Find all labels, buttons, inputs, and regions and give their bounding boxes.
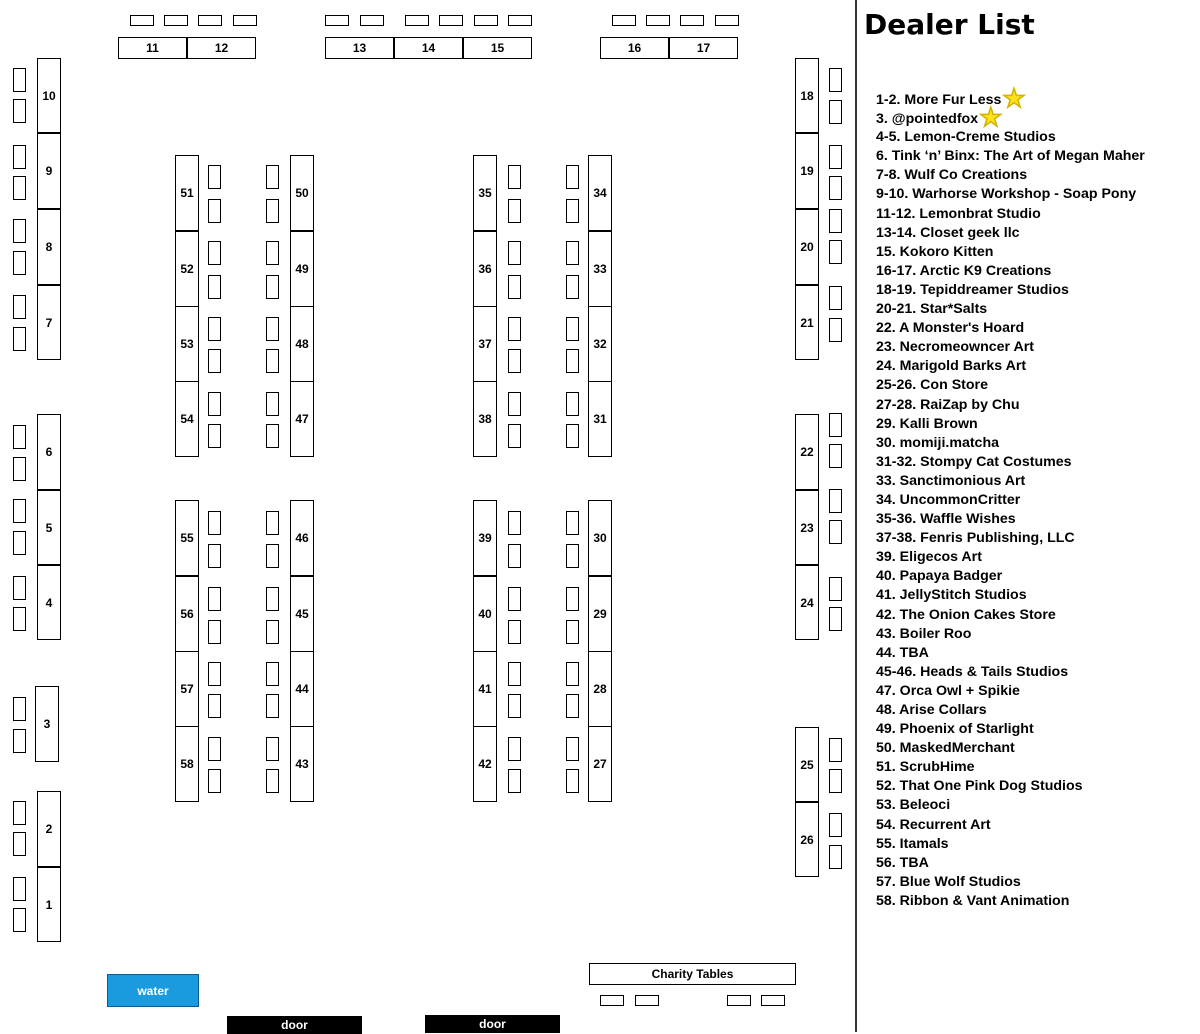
table-31[interactable]: 31: [588, 381, 612, 457]
dealer-label: 29. Kalli Brown: [876, 415, 978, 432]
dealer-label: 45-46. Heads & Tails Studios: [876, 663, 1069, 680]
dealer-label: 42. The Onion Cakes Store: [876, 606, 1056, 623]
dealer-label: 15. Kokoro Kitten: [876, 243, 994, 260]
dealer-item: [876, 644, 1194, 663]
dealer-label: 13-14. Closet geek llc: [876, 224, 1020, 241]
chair: [761, 995, 785, 1006]
chair: [13, 729, 26, 753]
chair: [829, 489, 842, 513]
chair: [566, 769, 579, 793]
chair: [130, 15, 154, 26]
table-6[interactable]: 6: [37, 414, 61, 490]
table-35[interactable]: 35: [473, 155, 497, 231]
charity-tables: Charity Tables: [589, 963, 796, 985]
chair: [266, 349, 279, 373]
table-55[interactable]: 55: [175, 500, 199, 576]
dealer-label: 25-26. Con Store: [876, 377, 988, 394]
dealer-item: [876, 816, 1194, 835]
table-29[interactable]: 29: [588, 576, 612, 652]
dealer-label: 40. Papaya Badger: [876, 568, 1003, 585]
chair: [508, 317, 521, 341]
table-48[interactable]: 48: [290, 306, 314, 382]
table-30[interactable]: 30: [588, 500, 612, 576]
dealer-label: 1-2. More Fur Less: [876, 92, 1002, 108]
table-36[interactable]: 36: [473, 231, 497, 307]
chair: [508, 587, 521, 611]
table-4[interactable]: 4: [37, 565, 61, 640]
chair: [508, 737, 521, 761]
table-27[interactable]: 27: [588, 726, 612, 802]
chair: [566, 662, 579, 686]
dealer-item: [876, 224, 1194, 243]
dealer-item: [876, 128, 1194, 147]
dealer-item: [876, 147, 1194, 166]
chair: [266, 275, 279, 299]
chair: [566, 275, 579, 299]
chair: [266, 737, 279, 761]
chair: [13, 68, 26, 92]
chair: [13, 531, 26, 555]
dealer-item: [876, 548, 1194, 567]
chair: [208, 241, 221, 265]
chair: [13, 697, 26, 721]
dealer-label: 9-10. Warhorse Workshop - Soap Pony: [876, 186, 1137, 203]
dealer-item: [876, 567, 1194, 586]
table-51[interactable]: 51: [175, 155, 199, 231]
chair: [508, 694, 521, 718]
dealer-item: [876, 873, 1194, 892]
chair: [566, 737, 579, 761]
table-21[interactable]: 21: [795, 285, 819, 360]
dealer-label: 35-36. Waffle Wishes: [876, 511, 1016, 528]
chair: [508, 511, 521, 535]
dealer-item: [876, 739, 1194, 758]
dealer-label: 51. ScrubHime: [876, 759, 975, 776]
chair: [829, 769, 842, 793]
chair: [13, 145, 26, 169]
chair: [208, 587, 221, 611]
table-12[interactable]: 12: [187, 37, 256, 59]
chair: [13, 176, 26, 200]
chair: [829, 68, 842, 92]
dealer-label: 11-12. Lemonbrat Studio: [876, 205, 1041, 222]
table-7[interactable]: 7: [37, 285, 61, 360]
water-station: water: [107, 974, 199, 1007]
dealer-label: 7-8. Wulf Co Creations: [876, 167, 1028, 184]
chair: [566, 424, 579, 448]
chair: [266, 694, 279, 718]
chair: [266, 662, 279, 686]
dealer-item: [876, 83, 1194, 113]
table-24[interactable]: 24: [795, 565, 819, 640]
chair: [508, 15, 532, 26]
chair: [727, 995, 751, 1006]
dealer-item: [876, 243, 1194, 262]
dealer-item: [876, 415, 1194, 434]
chair: [566, 349, 579, 373]
dealer-item: [876, 720, 1194, 739]
dealer-label: 44. TBA: [876, 644, 929, 661]
dealer-item: [876, 586, 1194, 605]
chair: [13, 219, 26, 243]
chair: [266, 511, 279, 535]
dealer-label: 30. momiji.matcha: [876, 434, 1000, 451]
chair: [13, 499, 26, 523]
chair: [13, 425, 26, 449]
dealer-label: 3. @pointedfox: [876, 111, 979, 128]
chair: [508, 275, 521, 299]
table-56[interactable]: 56: [175, 576, 199, 652]
table-37[interactable]: 37: [473, 306, 497, 382]
chair: [208, 737, 221, 761]
dealer-item: [876, 835, 1194, 854]
chair: [233, 15, 257, 26]
chair: [566, 199, 579, 223]
chair: [829, 520, 842, 544]
chair: [208, 694, 221, 718]
dealer-label: 55. Itamals: [876, 835, 949, 852]
dealer-label: 24. Marigold Barks Art: [876, 358, 1027, 375]
chair: [715, 15, 739, 26]
chair: [208, 199, 221, 223]
chair: [829, 845, 842, 869]
panel-divider: [855, 0, 857, 1032]
chair: [13, 908, 26, 932]
table-20[interactable]: 20: [795, 209, 819, 285]
dealer-item: [876, 529, 1194, 548]
table-18[interactable]: 18: [795, 58, 819, 133]
table-41[interactable]: 41: [473, 651, 497, 727]
dealer-label: 50. MaskedMerchant: [876, 740, 1015, 757]
chair: [680, 15, 704, 26]
chair: [266, 769, 279, 793]
table-26[interactable]: 26: [795, 802, 819, 877]
dealer-item: [876, 166, 1194, 185]
chair: [829, 413, 842, 437]
table-9[interactable]: 9: [37, 133, 61, 209]
chair: [325, 15, 349, 26]
chair: [405, 15, 429, 26]
dealer-item: [876, 281, 1194, 300]
table-39[interactable]: 39: [473, 500, 497, 576]
dealer-label: 22. A Monster's Hoard: [876, 320, 1025, 337]
chair: [360, 15, 384, 26]
table-14[interactable]: 14: [394, 37, 463, 59]
chair: [208, 662, 221, 686]
table-46[interactable]: 46: [290, 500, 314, 576]
dealer-label: 49. Phoenix of Starlight: [876, 721, 1034, 738]
chair: [600, 995, 624, 1006]
chair: [566, 620, 579, 644]
chair: [266, 165, 279, 189]
table-40[interactable]: 40: [473, 576, 497, 652]
chair: [13, 457, 26, 481]
table-2[interactable]: 2: [37, 791, 61, 867]
table-50[interactable]: 50: [290, 155, 314, 231]
dealer-label: 56. TBA: [876, 854, 929, 871]
chair: [208, 349, 221, 373]
chair: [164, 15, 188, 26]
table-49[interactable]: 49: [290, 231, 314, 307]
table-11[interactable]: 11: [118, 37, 187, 59]
table-19[interactable]: 19: [795, 133, 819, 209]
chair: [646, 15, 670, 26]
chair: [208, 620, 221, 644]
table-42[interactable]: 42: [473, 726, 497, 802]
chair: [566, 587, 579, 611]
chair: [13, 327, 26, 351]
table-54[interactable]: 54: [175, 381, 199, 457]
chair: [266, 317, 279, 341]
dealer-label: 20-21. Star*Salts: [876, 301, 988, 318]
dealer-label: 41. JellyStitch Studios: [876, 587, 1027, 604]
dealer-item: [876, 758, 1194, 777]
chair: [829, 286, 842, 310]
table-32[interactable]: 32: [588, 306, 612, 382]
dealer-item: [876, 854, 1194, 873]
chair: [566, 165, 579, 189]
dealer-item: [876, 434, 1194, 453]
dealer-item: [876, 205, 1194, 224]
chair: [266, 544, 279, 568]
chair: [508, 769, 521, 793]
table-16[interactable]: 16: [600, 37, 669, 59]
table-23[interactable]: 23: [795, 490, 819, 565]
chair: [13, 832, 26, 856]
table-47[interactable]: 47: [290, 381, 314, 457]
chair: [198, 15, 222, 26]
chair: [474, 15, 498, 26]
dealer-item: [876, 625, 1194, 644]
chair: [13, 607, 26, 631]
chair: [13, 251, 26, 275]
dealer-label: 23. Necromeowncer Art: [876, 339, 1034, 356]
dealer-label: 16-17. Arctic K9 Creations: [876, 262, 1052, 279]
chair: [635, 995, 659, 1006]
dealer-label: 39. Eligecos Art: [876, 549, 982, 566]
dealer-item: [876, 300, 1194, 319]
table-33[interactable]: 33: [588, 231, 612, 307]
chair: [508, 392, 521, 416]
chair: [13, 576, 26, 600]
chair: [508, 544, 521, 568]
chair: [829, 145, 842, 169]
chair: [208, 275, 221, 299]
table-58[interactable]: 58: [175, 726, 199, 802]
table-13[interactable]: 13: [325, 37, 394, 59]
dealer-item: [876, 491, 1194, 510]
chair: [508, 662, 521, 686]
chair: [829, 176, 842, 200]
star-icon: ★: [1002, 83, 1026, 113]
dealer-label: 47. Orca Owl + Spikie: [876, 682, 1020, 699]
table-43[interactable]: 43: [290, 726, 314, 802]
dealer-list-panel: [864, 8, 1194, 911]
table-52[interactable]: 52: [175, 231, 199, 307]
dealer-list-title: Dealer List: [864, 8, 1035, 41]
chair: [566, 241, 579, 265]
star-icon: ★: [979, 102, 1003, 133]
dealer-label: 57. Blue Wolf Studios: [876, 873, 1021, 890]
dealer-item: [876, 376, 1194, 395]
chair: [829, 240, 842, 264]
dealer-item: [876, 892, 1194, 911]
chair: [13, 801, 26, 825]
chair: [508, 620, 521, 644]
dealer-item: [876, 701, 1194, 720]
dealer-item: [876, 185, 1194, 204]
table-53[interactable]: 53: [175, 306, 199, 382]
dealer-list: [876, 83, 1194, 911]
table-17[interactable]: 17: [669, 37, 738, 59]
chair: [566, 392, 579, 416]
chair: [13, 877, 26, 901]
table-57[interactable]: 57: [175, 651, 199, 727]
chair: [829, 738, 842, 762]
chair: [566, 544, 579, 568]
chair: [508, 165, 521, 189]
table-34[interactable]: 34: [588, 155, 612, 231]
table-10[interactable]: 10: [37, 58, 61, 133]
door-left[interactable]: door: [227, 1016, 362, 1034]
dealer-item: [876, 796, 1194, 815]
dealer-item: [876, 606, 1194, 625]
dealer-item: [876, 262, 1194, 281]
dealer-item: [876, 777, 1194, 796]
dealer-item: [876, 396, 1194, 415]
table-44[interactable]: 44: [290, 651, 314, 727]
chair: [612, 15, 636, 26]
dealer-label: 43. Boiler Roo: [876, 625, 972, 642]
dealer-item: [876, 319, 1194, 338]
table-3[interactable]: 3: [35, 686, 59, 762]
dealer-item: [876, 357, 1194, 376]
chair: [829, 318, 842, 342]
table-45[interactable]: 45: [290, 576, 314, 652]
chair: [208, 769, 221, 793]
chair: [829, 100, 842, 124]
chair: [208, 424, 221, 448]
chair: [566, 511, 579, 535]
chair: [13, 295, 26, 319]
dealer-item: [876, 682, 1194, 701]
dealer-label: 54. Recurrent Art: [876, 816, 991, 833]
chair: [829, 577, 842, 601]
chair: [266, 587, 279, 611]
dealer-item: [876, 453, 1194, 472]
chair: [566, 694, 579, 718]
chair: [208, 511, 221, 535]
dealer-item: [876, 472, 1194, 491]
dealer-label: 6. Tink ‘n’ Binx: The Art of Megan Maher: [876, 148, 1145, 165]
chair: [266, 392, 279, 416]
dealer-label: 37-38. Fenris Publishing, LLC: [876, 530, 1075, 547]
chair: [208, 317, 221, 341]
chair: [266, 424, 279, 448]
table-5[interactable]: 5: [37, 490, 61, 565]
door-right[interactable]: door: [425, 1015, 560, 1033]
chair: [829, 444, 842, 468]
chair: [508, 241, 521, 265]
chair: [208, 165, 221, 189]
dealer-item: [876, 510, 1194, 529]
chair: [266, 199, 279, 223]
table-38[interactable]: 38: [473, 381, 497, 457]
chair: [829, 209, 842, 233]
dealer-label: 33. Sanctimonious Art: [876, 472, 1026, 489]
chair: [13, 99, 26, 123]
chair: [566, 317, 579, 341]
chair: [829, 813, 842, 837]
table-25[interactable]: 25: [795, 727, 819, 802]
dealer-label: 31-32. Stompy Cat Costumes: [876, 453, 1072, 470]
dealer-label: 27-28. RaiZap by Chu: [876, 396, 1020, 413]
chair: [266, 620, 279, 644]
chair: [508, 424, 521, 448]
dealer-item: [876, 338, 1194, 357]
dealer-label: 58. Ribbon & Vant Animation: [876, 892, 1070, 909]
dealer-label: 18-19. Tepiddreamer Studios: [876, 281, 1069, 298]
dealer-label: 48. Arise Collars: [876, 702, 987, 718]
table-1[interactable]: 1: [37, 867, 61, 942]
dealer-label: 52. That One Pink Dog Studios: [876, 778, 1083, 795]
chair: [208, 544, 221, 568]
table-8[interactable]: 8: [37, 209, 61, 285]
table-22[interactable]: 22: [795, 414, 819, 490]
dealer-label: 53. Beleoci: [876, 797, 951, 814]
table-15[interactable]: 15: [463, 37, 532, 59]
chair: [829, 607, 842, 631]
chair: [508, 349, 521, 373]
dealer-item: [876, 663, 1194, 682]
dealer-item: [876, 102, 1194, 133]
dealer-label: 34. UncommonCritter: [876, 491, 1021, 508]
chair: [508, 199, 521, 223]
chair: [266, 241, 279, 265]
table-28[interactable]: 28: [588, 651, 612, 727]
chair: [208, 392, 221, 416]
chair: [439, 15, 463, 26]
dealer-label: 4-5. Lemon-Creme Studios: [876, 129, 1056, 146]
